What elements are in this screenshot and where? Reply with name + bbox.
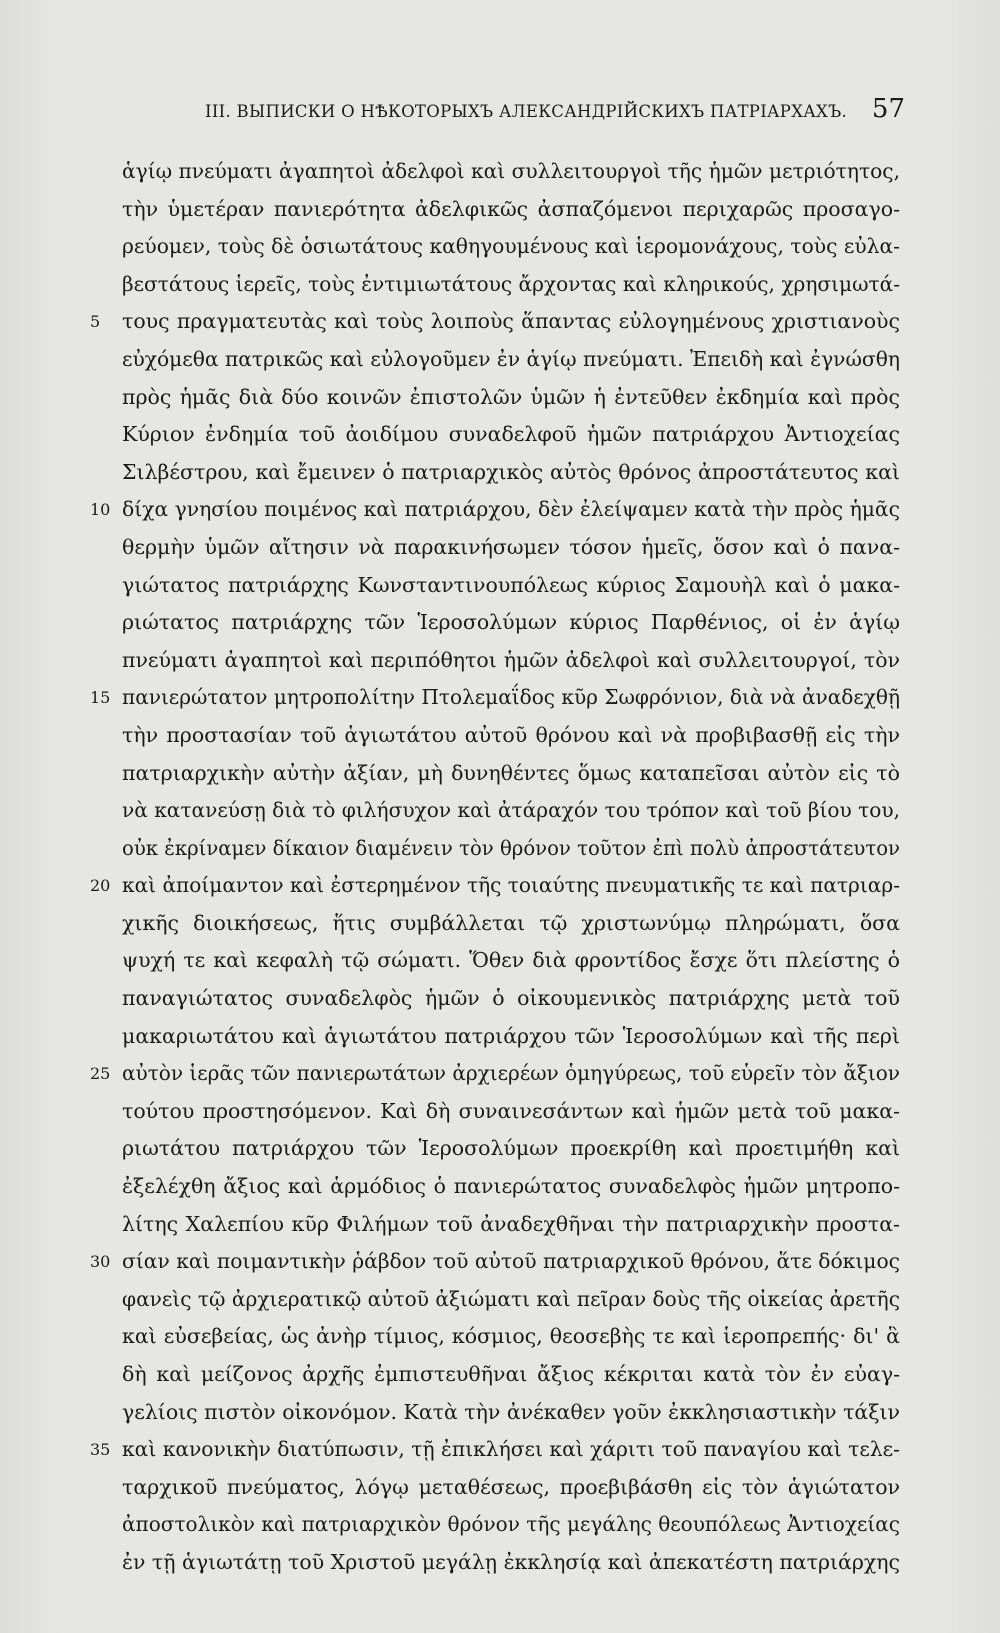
text-line-content: καὶ ἀποίμαντον καὶ ἐστερημένον τῆς τοιαύτης πνευματικῆς τε καὶ πατριαρ- bbox=[122, 873, 900, 898]
text-line-content: ψυχή τε καὶ κεφαλὴ τῷ σώματι. Ὅθεν διὰ φροντίδος ἔσχε ὅτι πλείστης ὁ bbox=[122, 948, 900, 973]
text-line-content: Κύριον ἐνδημία τοῦ ἀοιδίμου συναδελφοῦ ἡμῶν πατριάρχου Ἀντιοχείας bbox=[122, 422, 900, 447]
text-line-content: ριώτατος πατριάρχης τῶν Ἱεροσολύμων κύριος Παρθένιος, οἱ ἐν ἁγίῳ bbox=[122, 610, 900, 635]
text-line-content: εὐχόμεθα πατρικῶς καὶ εὐλογοῦμεν ἐν ἁγίῳ πνεύματι. Ἐπειδὴ καὶ ἐγνώσθη bbox=[122, 346, 900, 371]
line-number: 15 bbox=[90, 688, 111, 708]
text-line-content: βεστάτους ἱερεῖς, τοὺς ἐντιμιωτάτους ἄρχοντας καὶ κληρικούς, χρησιμωτά- bbox=[122, 271, 900, 296]
text-line bbox=[122, 228, 900, 266]
text-line bbox=[122, 341, 900, 379]
text-line-content: ἐν τῇ ἁγιωτάτῃ τοῦ Χριστοῦ μεγάλῃ ἐκκλησίᾳ καὶ ἀπεκατέστη πατριάρχης bbox=[122, 1549, 900, 1574]
text-line bbox=[122, 604, 900, 642]
text-line bbox=[122, 905, 900, 943]
text-line-content: γελίοις πιστὸν οἰκονόμον. Κατὰ τὴν ἀνέκαθεν γοῦν ἐκκλησιαστικὴν τάξιν bbox=[122, 1399, 900, 1424]
text-line-content: θερμὴν ὑμῶν αἴτησιν νὰ παρακινήσωμεν τόσον ἡμεῖς, ὅσον καὶ ὁ πανα- bbox=[122, 534, 900, 559]
text-line bbox=[122, 1506, 900, 1544]
body-text bbox=[122, 153, 900, 1582]
text-line-content: λίτης Χαλεπίου κῦρ Φιλήμων τοῦ ἀναδεχθῆναι τὴν πατριαρχικὴν προστα- bbox=[122, 1211, 900, 1236]
text-line bbox=[122, 980, 900, 1018]
text-line bbox=[122, 303, 900, 341]
text-line bbox=[122, 1394, 900, 1432]
text-line-content: ἐξελέχθη ἄξιος καὶ ἁρμόδιος ὁ πανιερώτατος συναδελφὸς ἡμῶν μητροπο- bbox=[122, 1174, 900, 1199]
text-line-content: πνεύματι ἀγαπητοὶ καὶ περιπόθητοι ἡμῶν ἀδελφοὶ καὶ συλλειτουργοί, τὸν bbox=[122, 647, 900, 672]
text-line bbox=[122, 679, 900, 717]
text-line-content: τούτου προστησόμενον. Καὶ δὴ συναινεσάντων καὶ ἡμῶν μετὰ τοῦ μακα- bbox=[122, 1098, 900, 1123]
text-line bbox=[122, 266, 900, 304]
text-line-content: καὶ εὐσεβείας, ὡς ἀνὴρ τίμιος, κόσμιος, θεοσεβὴς τε καὶ ἱεροπρεπής· δι' ἃ bbox=[122, 1324, 900, 1349]
text-line bbox=[122, 191, 900, 229]
text-line bbox=[122, 567, 900, 605]
text-line-content: νὰ κατανεύσῃ διὰ τὸ φιλήσυχον καὶ ἀτάραχόν του τρόπον καὶ τοῦ βίου του, bbox=[122, 798, 900, 823]
text-line bbox=[122, 1356, 900, 1394]
text-line-content: πανιερώτατον μητροπολίτην Πτολεμαΐδος κῦρ Σωφρόνιον, διὰ νὰ ἀναδεχθῇ bbox=[122, 685, 900, 710]
text-line bbox=[122, 1281, 900, 1319]
text-line-content: δὴ καὶ μείζονος ἀρχῆς ἐμπιστευθῆναι ἄξιος κέκριται κατὰ τὸν ἐν εὐαγ- bbox=[122, 1362, 900, 1386]
line-number: 20 bbox=[90, 876, 111, 896]
text-line bbox=[122, 1168, 900, 1206]
text-line bbox=[122, 1431, 900, 1469]
text-line bbox=[122, 830, 900, 868]
text-line bbox=[122, 717, 900, 755]
text-line bbox=[122, 1018, 900, 1056]
line-number: 35 bbox=[90, 1440, 111, 1460]
text-line bbox=[122, 1055, 900, 1093]
text-line bbox=[122, 416, 900, 454]
text-line-content: καὶ κανονικὴν διατύπωσιν, τῇ ἐπικλήσει καὶ χάριτι τοῦ παναγίου καὶ τελε- bbox=[122, 1437, 900, 1462]
text-line bbox=[122, 1318, 900, 1356]
text-line-content: ριωτάτου πατριάρχου τῶν Ἱεροσολύμων προεκρίθη καὶ προετιμήθη καὶ bbox=[122, 1136, 900, 1161]
line-number: 10 bbox=[90, 500, 111, 520]
text-line-content: αὐτὸν ἱερᾶς τῶν πανιερωτάτων ἀρχιερέων ὁμηγύρεως, τοῦ εὑρεῖν τὸν ἄξιον bbox=[122, 1061, 900, 1086]
text-line bbox=[122, 529, 900, 567]
text-line bbox=[122, 1544, 900, 1582]
text-line bbox=[122, 1093, 900, 1131]
running-header-title: III. ВЫПИСКИ О НѢКОТОРЫХЪ АЛЕКСАНДРІЙСКИХЪ ПАТРІАРХАХЪ. bbox=[205, 102, 848, 121]
text-line bbox=[122, 1243, 900, 1281]
line-number: 30 bbox=[90, 1252, 111, 1272]
line-number: 5 bbox=[90, 312, 101, 332]
running-header bbox=[205, 94, 905, 128]
text-line bbox=[122, 491, 900, 529]
text-line-content: οὐκ ἐκρίναμεν δίκαιον διαμένειν τὸν θρόνον τοῦτον ἐπὶ πολὺ ἀπροστάτευτον bbox=[122, 835, 900, 860]
text-line-content: Σιλβέστρου, καὶ ἔμεινεν ὁ πατριαρχικὸς αὐτὸς θρόνος ἀπροστάτευτος καὶ bbox=[122, 459, 900, 484]
text-line-content: δίχα γνησίου ποιμένος καὶ πατριάρχου, δὲν ἐλείψαμεν κατὰ τὴν πρὸς ἡμᾶς bbox=[122, 497, 900, 522]
text-line-content: ἁγίῳ πνεύματι ἀγαπητοὶ ἀδελφοὶ καὶ συλλειτουργοὶ τῆς ἡμῶν μετριότητος, bbox=[122, 159, 900, 183]
text-line-content: χικῆς διοικήσεως, ἥτις συμβάλλεται τῷ χριστωνύμῳ πληρώματι, ὅσα bbox=[122, 910, 900, 935]
text-line-content: φανεὶς τῷ ἀρχιερατικῷ αὐτοῦ ἀξιώματι καὶ πεῖραν δοὺς τῆς οἰκείας ἀρετῆς bbox=[122, 1286, 900, 1311]
text-line bbox=[122, 942, 900, 980]
text-line-content: πατριαρχικὴν αὐτὴν ἀξίαν, μὴ δυνηθέντες ὅμως καταπεῖσαι αὐτὸν εἰς τὸ bbox=[122, 760, 900, 785]
text-line bbox=[122, 867, 900, 905]
text-line-content: τους πραγματευτὰς καὶ τοὺς λοιποὺς ἅπαντας εὐλογημένους χριστιανοὺς bbox=[122, 309, 900, 334]
line-number: 25 bbox=[90, 1064, 111, 1084]
text-line bbox=[122, 1206, 900, 1244]
text-line-content: πρὸς ἡμᾶς διὰ δύο κοινῶν ἐπιστολῶν ὑμῶν ἡ ἐντεῦθεν ἐκδημία καὶ πρὸς bbox=[122, 384, 900, 409]
text-line-content: μακαριωτάτου καὶ ἁγιωτάτου πατριάρχου τῶν Ἱεροσολύμων καὶ τῆς περὶ bbox=[122, 1023, 900, 1048]
text-line-content: τὴν ὑμετέραν πανιερότητα ἀδελφικῶς ἀσπαζόμενοι περιχαρῶς προσαγο- bbox=[122, 196, 900, 221]
text-line-content: γιώτατος πατριάρχης Κωνσταντινουπόλεως κύριος Σαμουὴλ καὶ ὁ μακα- bbox=[122, 572, 900, 597]
text-line bbox=[122, 1469, 900, 1507]
text-line bbox=[122, 454, 900, 492]
text-line bbox=[122, 379, 900, 417]
text-line-content: παναγιώτατος συναδελφὸς ἡμῶν ὁ οἰκουμενικὸς πατριάρχης μετὰ τοῦ bbox=[122, 986, 900, 1011]
text-line-content: ρεύομεν, τοὺς δὲ ὁσιωτάτους καθηγουμένους καὶ ἱερομονάχους, τοὺς εὐλα- bbox=[122, 234, 900, 259]
text-line bbox=[122, 642, 900, 680]
text-line-content: τὴν προστασίαν τοῦ ἁγιωτάτου αὐτοῦ θρόνου καὶ νὰ προβιβασθῇ εἰς τὴν bbox=[122, 722, 900, 747]
text-line-content: ἀποστολικὸν καὶ πατριαρχικὸν θρόνον τῆς μεγάλης θεουπόλεως Ἀντιοχείας bbox=[122, 1512, 900, 1537]
text-line bbox=[122, 792, 900, 830]
page-number: 57 bbox=[871, 94, 905, 124]
text-line bbox=[122, 755, 900, 793]
text-line-content: ταρχικοῦ πνεύματος, λόγῳ μεταθέσεως, προεβιβάσθη εἰς τὸν ἁγιώτατον bbox=[122, 1474, 900, 1499]
text-line bbox=[122, 153, 900, 191]
text-line bbox=[122, 1130, 900, 1168]
text-line-content: σίαν καὶ ποιμαντικὴν ῥάβδον τοῦ αὐτοῦ πατριαρχικοῦ θρόνου, ἅτε δόκιμος bbox=[122, 1249, 900, 1274]
